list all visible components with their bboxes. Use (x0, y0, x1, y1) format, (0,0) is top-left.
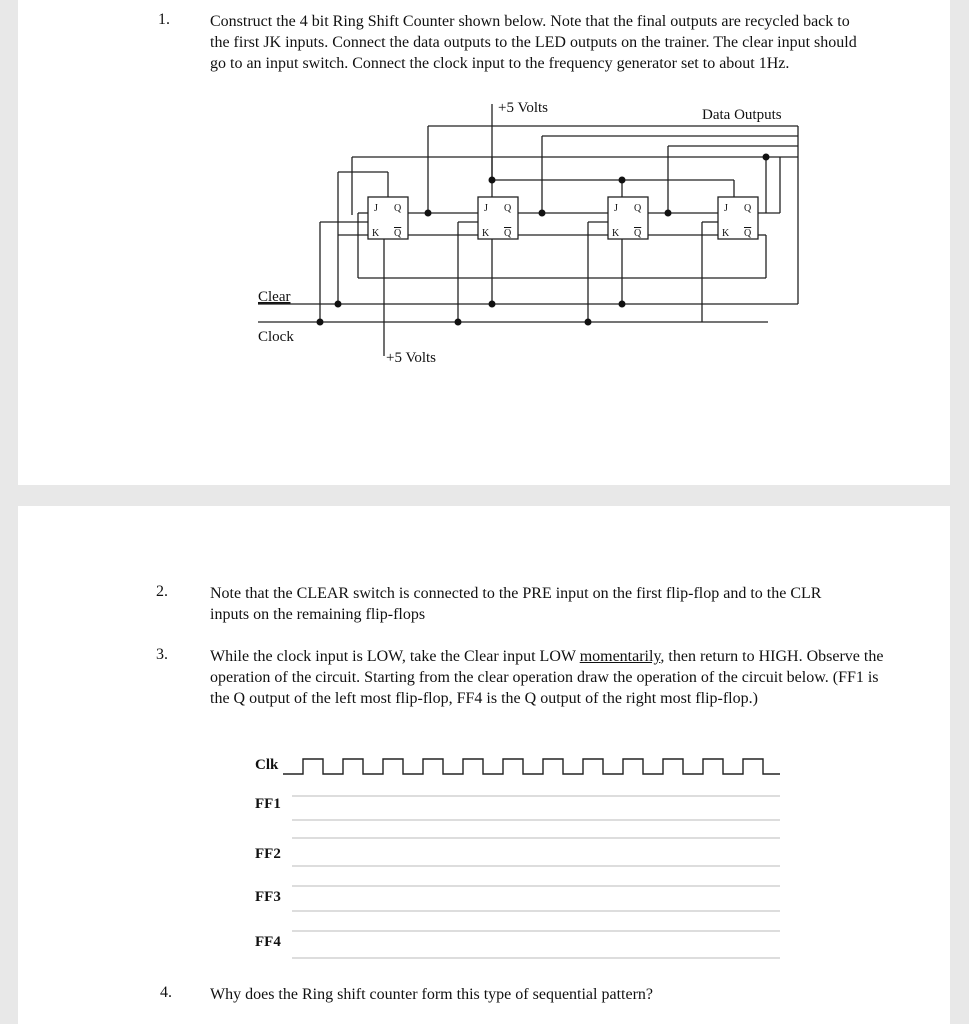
question-3-text-part2: , then return to HIGH. Observe the operation of the circuit. Starting from the clear operation draw the operation of the circuit below. (FF1 is the Q output of the left most flip-flop, FF4 is the Q output of the right most flip-flop.) (210, 648, 884, 707)
ff4-label: FF4 (255, 934, 281, 950)
clk-label: Clk (255, 757, 279, 773)
question-2-number: 2. (156, 583, 168, 600)
ff4-j-pin: J (724, 203, 728, 214)
data-outputs-label: Data Outputs (702, 107, 782, 123)
clear-label: Clear (258, 289, 291, 305)
question-1-text: Construct the 4 bit Ring Shift Counter shown below. Note that the final outputs are recycled back to the first JK inputs. Connect the data outputs to the LED outputs on the trainer. The clear input should go to an input switch. Connect the clock input to the frequency generator set to about 1Hz. (210, 13, 857, 72)
question-4-text: Why does the Ring shift counter form this type of sequential pattern? (210, 986, 653, 1003)
ff2-k-pin: K (482, 228, 490, 239)
ff1-j-pin: J (374, 203, 378, 214)
question-3-number: 3. (156, 646, 168, 663)
ff1-q-pin: Q (394, 203, 402, 214)
timing-diagram (18, 506, 950, 1024)
ff2-label: FF2 (255, 846, 281, 862)
ff3-k-pin: K (612, 228, 620, 239)
ff1-qbar-pin: Q (394, 228, 402, 239)
question-3-emphasis: momentarily (579, 648, 661, 665)
vcc-bottom-label: +5 Volts (386, 350, 437, 366)
ff4-q-pin: Q (744, 203, 752, 214)
ff1-k-pin: K (372, 228, 380, 239)
ring-counter-circuit-diagram (18, 0, 950, 485)
ff1-label: FF1 (255, 796, 281, 812)
question-4-number: 4. (160, 984, 172, 1001)
clock-waveform (283, 759, 780, 774)
page-1 (18, 0, 950, 485)
ff2-q-pin: Q (504, 203, 512, 214)
page-2 (18, 506, 950, 1024)
ff2-j-pin: J (484, 203, 488, 214)
question-3-text-part1: While the clock input is LOW, take the Clear input LOW (210, 648, 580, 665)
question-1-number: 1. (158, 11, 170, 28)
ff3-q-pin: Q (634, 203, 642, 214)
ff4-qbar-pin: Q (744, 228, 752, 239)
clock-label: Clock (258, 329, 294, 345)
ff2-qbar-pin: Q (504, 228, 512, 239)
vcc-top-label: +5 Volts (498, 100, 549, 116)
question-2-text: Note that the CLEAR switch is connected to the PRE input on the first flip-flop and to the CLR inputs on the remaining flip-flops (210, 585, 822, 623)
ff3-label: FF3 (255, 889, 281, 905)
ff3-qbar-pin: Q (634, 228, 642, 239)
ff4-k-pin: K (722, 228, 730, 239)
ff3-j-pin: J (614, 203, 618, 214)
